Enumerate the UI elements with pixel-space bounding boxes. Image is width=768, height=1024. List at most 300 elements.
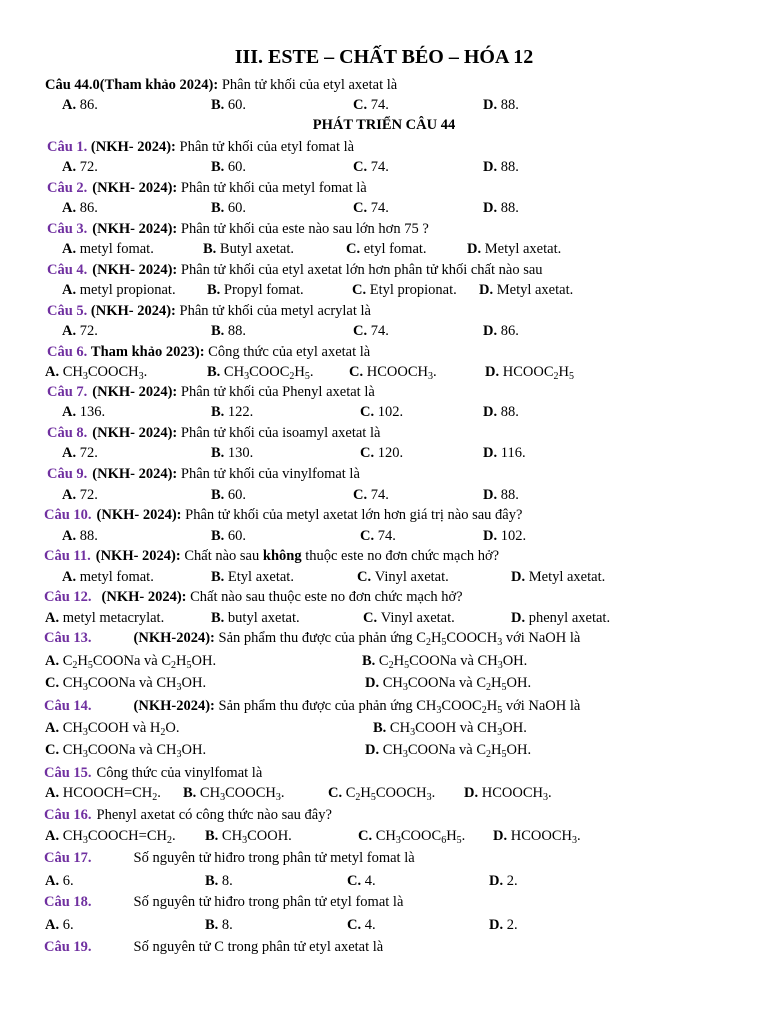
option-text: 60. [227, 528, 247, 544]
question-source: (NKH- 2024): [92, 180, 181, 196]
question-source: Tham khảo 2023): [90, 344, 209, 360]
option-letter: A. [45, 720, 63, 736]
option-letter: A. [62, 200, 80, 216]
option-a [45, 827, 176, 845]
option-text: 72. [79, 487, 98, 503]
option-b [205, 916, 233, 934]
option-text: 130. [227, 445, 254, 461]
option-d [489, 872, 518, 890]
option-letter: A. [45, 785, 63, 801]
question-number: Câu 1. [47, 139, 88, 155]
option-d [365, 741, 531, 759]
question-number: Câu 9. [47, 466, 88, 482]
option-d [467, 240, 561, 258]
option-text: 88. [500, 200, 519, 216]
option-letter: B. [211, 610, 228, 626]
option-d [483, 158, 519, 176]
question-number: Câu 16. [44, 807, 92, 823]
question-16 [44, 806, 332, 824]
option-letter: D. [483, 528, 501, 544]
option-c [45, 741, 206, 759]
option-letter: C. [353, 159, 371, 175]
option-text: 86. [79, 97, 98, 113]
option-text: 88. [227, 323, 247, 339]
option-text: 88. [500, 159, 519, 175]
option-d [464, 784, 552, 802]
option-letter: B. [205, 873, 222, 889]
question-number: Câu 6. [47, 344, 88, 360]
question-6 [47, 343, 370, 361]
option-a [62, 568, 154, 586]
option-text: 74. [370, 159, 389, 175]
question-text: Phân tử khối của Phenyl axetat là [180, 384, 375, 400]
option-letter: D. [467, 241, 485, 257]
option-letter: D. [483, 323, 501, 339]
option-text: $C_2H_5COONa$ và $C_2H_5OH$. [62, 653, 217, 671]
question-number: Câu 2. [47, 180, 88, 196]
option-a [62, 199, 98, 217]
option-letter: C. [360, 445, 378, 461]
option-text: $CH_3COOCH=CH_2$. [62, 828, 176, 846]
option-b [207, 363, 313, 381]
question-number: Câu 7. [47, 384, 88, 400]
option-letter: B. [211, 487, 228, 503]
option-c [360, 403, 403, 421]
option-a [45, 719, 180, 737]
question-number: Câu 4. [47, 262, 88, 278]
option-letter: B. [183, 785, 200, 801]
option-letter: B. [211, 200, 228, 216]
question-text: Chất nào sau thuộc este no đơn chức mạch hở? [190, 589, 463, 605]
question-text: Phân tử khối của metyl acrylat là [179, 303, 371, 319]
option-text: $HCOOCH_3$. [366, 364, 437, 382]
option-letter: C. [45, 742, 63, 758]
option-text: 88. [500, 487, 519, 503]
option-text: 86. [79, 200, 98, 216]
question-number: Câu 8. [47, 425, 88, 441]
option-letter: C. [353, 200, 371, 216]
option-letter: C. [346, 241, 364, 257]
option-c [353, 322, 389, 340]
option-letter: C. [357, 569, 375, 585]
option-b [211, 444, 253, 462]
question-source: (NKH- 2024): [92, 425, 181, 441]
question-number: Câu 44.0(Tham khảo 2024): [45, 77, 222, 93]
option-a [45, 652, 216, 670]
option-letter: A. [62, 159, 80, 175]
option-letter: C. [328, 785, 346, 801]
question-text: Phân tử khối của este nào sau lớn hơn 75 ? [180, 221, 429, 237]
question-number: Câu 5. [47, 303, 88, 319]
option-a [62, 96, 98, 114]
option-a [62, 444, 98, 462]
question-source: (NKH-2024): [133, 630, 219, 646]
option-text: 2. [506, 873, 518, 889]
option-text: 74. [370, 97, 389, 113]
option-text: 74. [370, 200, 389, 216]
option-letter: B. [211, 323, 228, 339]
option-b [211, 403, 253, 421]
option-a [45, 916, 74, 934]
option-b [211, 158, 246, 176]
option-c [328, 784, 435, 802]
question-text: Sản phẩm thu được của phản ứng $C_2H_5COOCH_3$ với NaOH là [218, 630, 581, 648]
option-letter: A. [45, 364, 63, 380]
option-text: 88. [500, 97, 519, 113]
option-d [483, 444, 526, 462]
option-letter: A. [62, 241, 80, 257]
question-source: (NKH- 2024): [90, 303, 180, 319]
question-number: Câu 14. [44, 698, 92, 714]
option-a [45, 609, 164, 627]
option-c [353, 158, 389, 176]
option-letter: D. [483, 159, 501, 175]
option-a [62, 403, 105, 421]
question-2 [47, 179, 367, 197]
question-number: Câu 15. [44, 765, 92, 781]
option-text: $CH_3COONa$ và $C_2H_5OH$. [382, 742, 532, 760]
option-text: 74. [377, 528, 396, 544]
option-text: 136. [79, 404, 106, 420]
option-text: 72. [79, 323, 98, 339]
option-text: $CH_3COOCH_3$. [199, 785, 285, 803]
option-c [346, 240, 427, 258]
option-text: $HCOOC_2H_5$ [502, 364, 574, 382]
question-44-0 [45, 76, 397, 94]
option-d [483, 403, 519, 421]
option-letter: D. [485, 364, 503, 380]
question-7 [47, 383, 375, 401]
option-text: 60. [227, 97, 247, 113]
option-letter: B. [211, 97, 228, 113]
question-text: Phân tử khối của etyl axetat lớn hơn phân tử khối chất nào sau [180, 262, 543, 278]
question-source: (NKH- 2024): [96, 507, 186, 523]
option-letter: A. [62, 97, 80, 113]
option-letter: B. [373, 720, 390, 736]
option-text: 86. [500, 323, 519, 339]
option-text: phenyl axetat. [528, 610, 611, 626]
option-letter: D. [489, 873, 507, 889]
option-b [211, 568, 294, 586]
option-a [45, 784, 161, 802]
question-13 [44, 629, 580, 647]
option-letter: A. [62, 404, 80, 420]
question-source: (NKH- 2024): [92, 221, 181, 237]
option-c [353, 486, 389, 504]
option-c [349, 363, 437, 381]
option-c [357, 568, 449, 586]
option-text: 60. [227, 159, 247, 175]
option-text: Etyl axetat. [227, 569, 294, 585]
option-text: $CH_3COOH$ và $CH_3OH$. [389, 720, 527, 738]
option-text: $HCOOCH=CH_2$. [62, 785, 161, 803]
option-text: Metyl axetat. [484, 241, 562, 257]
question-number: Câu 11. [44, 548, 91, 564]
option-text: 88. [500, 404, 519, 420]
question-number: Câu 10. [44, 507, 92, 523]
question-15 [44, 764, 262, 782]
option-c [353, 199, 389, 217]
option-text: 120. [377, 445, 404, 461]
question-number: Câu 19. [44, 939, 92, 955]
option-text: 122. [227, 404, 254, 420]
option-text: Butyl axetat. [219, 241, 295, 257]
question-source: (NKH- 2024): [101, 589, 191, 605]
option-text: Propyl fomat. [223, 282, 304, 298]
option-text: $CH_3COONa$ và $CH_3OH$. [62, 675, 207, 693]
option-letter: D. [511, 610, 529, 626]
option-text: Vinyl axetat. [374, 569, 449, 585]
option-letter: B. [205, 917, 222, 933]
option-letter: C. [360, 404, 378, 420]
question-11 [44, 547, 499, 565]
question-5 [47, 302, 371, 320]
option-letter: D. [483, 445, 501, 461]
option-letter: B. [203, 241, 220, 257]
option-letter: A. [62, 282, 80, 298]
option-text: 88. [79, 528, 98, 544]
option-a [62, 527, 98, 545]
option-b [211, 96, 246, 114]
option-letter: A. [45, 917, 63, 933]
option-text: $CH_3COONa$ và $C_2H_5OH$. [382, 675, 532, 693]
option-letter: B. [362, 653, 379, 669]
option-text: $C_2H_5COONa$ và $CH_3OH$. [378, 653, 528, 671]
option-letter: A. [45, 610, 63, 626]
option-text: metyl propionat. [79, 282, 176, 298]
option-text: 74. [370, 323, 389, 339]
option-d [365, 674, 531, 692]
option-text: 60. [227, 487, 247, 503]
option-text: 74. [370, 487, 389, 503]
option-letter: D. [483, 404, 501, 420]
question-text: Số nguyên tử hiđro trong phân tử etyl fomat là [133, 894, 404, 910]
question-source: (NKH- 2024): [95, 548, 185, 564]
option-a [45, 872, 74, 890]
option-c [45, 674, 206, 692]
option-letter: D. [483, 200, 501, 216]
option-letter: C. [353, 487, 371, 503]
option-text: 60. [227, 200, 247, 216]
option-letter: A. [45, 653, 63, 669]
option-d [483, 486, 519, 504]
question-14 [44, 697, 580, 715]
option-b [362, 652, 527, 670]
page-title: III. ESTE – CHẤT BÉO – HÓA 12 [234, 46, 534, 68]
question-1 [47, 138, 354, 156]
option-text: metyl fomat. [79, 241, 154, 257]
option-text: $CH_3COOC_2H_5$. [223, 364, 314, 382]
option-b [207, 281, 304, 299]
option-b [205, 872, 233, 890]
option-c [360, 444, 403, 462]
option-letter: D. [479, 282, 497, 298]
question-text: Số nguyên tử hiđro trong phân tử metyl fomat là [133, 850, 415, 866]
option-text: Vinyl axetat. [380, 610, 455, 626]
option-a [62, 281, 176, 299]
question-text: Công thức của etyl axetat là [208, 344, 371, 360]
option-letter: A. [62, 445, 80, 461]
option-letter: A. [62, 528, 80, 544]
option-b [211, 527, 246, 545]
option-letter: B. [211, 404, 228, 420]
question-text: Phân tử khối của metyl axetat lớn hơn giá trị nào sau đây? [185, 507, 523, 523]
option-letter: D. [483, 487, 501, 503]
question-number: Câu 17. [44, 850, 92, 866]
option-letter: C. [360, 528, 378, 544]
option-text: metyl fomat. [79, 569, 154, 585]
option-text: 116. [500, 445, 526, 461]
option-letter: C. [353, 97, 371, 113]
option-letter: D. [489, 917, 507, 933]
question-source: (NKH-2024): [133, 698, 219, 714]
option-d [483, 322, 519, 340]
question-12 [44, 588, 463, 606]
option-text: $C_2H_5COOCH_3$. [345, 785, 436, 803]
option-text: $CH_3COOC_6H_5$. [375, 828, 466, 846]
option-d [493, 827, 581, 845]
option-letter: C. [363, 610, 381, 626]
option-letter: B. [211, 569, 228, 585]
question-number: Câu 13. [44, 630, 92, 646]
option-c [360, 527, 396, 545]
question-number: Câu 18. [44, 894, 92, 910]
option-b [203, 240, 294, 258]
option-text: 8. [221, 917, 233, 933]
question-text: Sản phẩm thu được của phản ứng $CH_3COOC_2H_5$ với NaOH là [218, 698, 581, 716]
option-text: 8. [221, 873, 233, 889]
option-c [363, 609, 455, 627]
option-letter: A. [62, 323, 80, 339]
question-8 [47, 424, 380, 442]
question-text: Phenyl axetat có công thức nào sau đây? [96, 807, 332, 823]
option-text: 6. [62, 917, 74, 933]
option-letter: D. [483, 97, 501, 113]
option-text: 102. [377, 404, 404, 420]
question-9 [47, 465, 360, 483]
question-source: (NKH- 2024): [92, 384, 181, 400]
option-letter: C. [349, 364, 367, 380]
option-text: $CH_3COOH$. [221, 828, 292, 846]
option-b [211, 322, 246, 340]
question-text: Chất nào sau không thuộc este no đơn chức mạch hở? [184, 548, 500, 564]
question-text: Phân tử khối của etyl fomat là [179, 139, 355, 155]
option-a [62, 486, 98, 504]
question-number: Câu 12. [44, 589, 92, 605]
option-a [62, 240, 154, 258]
option-text: 102. [500, 528, 527, 544]
option-text: 4. [364, 873, 376, 889]
option-text: Metyl axetat. [496, 282, 574, 298]
option-c [347, 872, 376, 890]
option-a [62, 158, 98, 176]
option-c [358, 827, 465, 845]
option-letter: D. [365, 675, 383, 691]
option-letter: B. [205, 828, 222, 844]
option-text: $CH_3COOH$ và $H_2O$. [62, 720, 180, 738]
question-3 [47, 220, 429, 238]
option-text: 2. [506, 917, 518, 933]
option-letter: D. [365, 742, 383, 758]
option-letter: D. [464, 785, 482, 801]
question-text: Phân tử khối của metyl fomat là [180, 180, 367, 196]
option-d [511, 609, 610, 627]
option-letter: A. [45, 873, 63, 889]
option-letter: A. [62, 487, 80, 503]
option-letter: C. [353, 323, 371, 339]
option-letter: C. [347, 873, 365, 889]
question-text: Phân tử khối của isoamyl axetat là [180, 425, 381, 441]
option-letter: B. [211, 159, 228, 175]
question-source: (NKH- 2024): [90, 139, 180, 155]
option-letter: A. [45, 828, 63, 844]
option-text: 6. [62, 873, 74, 889]
option-text: 72. [79, 159, 98, 175]
question-text: Số nguyên tử C trong phân tử etyl axetat là [133, 939, 384, 955]
option-a [62, 322, 98, 340]
option-b [205, 827, 292, 845]
option-b [211, 199, 246, 217]
section-subtitle: PHÁT TRIỂN CÂU 44 [312, 117, 456, 133]
option-d [483, 199, 519, 217]
question-18 [44, 893, 403, 911]
option-text: $HCOOCH_3$. [481, 785, 552, 803]
option-letter: B. [211, 445, 228, 461]
option-letter: C. [347, 917, 365, 933]
option-d [485, 363, 574, 381]
option-d [479, 281, 573, 299]
question-source: (NKH- 2024): [92, 466, 181, 482]
option-text: etyl fomat. [363, 241, 427, 257]
option-letter: B. [207, 282, 224, 298]
question-text: Công thức của vinylfomat là [96, 765, 263, 781]
question-source: (NKH- 2024): [92, 262, 181, 278]
option-d [511, 568, 605, 586]
option-text: 72. [79, 445, 98, 461]
option-d [489, 916, 518, 934]
question-10 [44, 506, 522, 524]
option-letter: A. [62, 569, 80, 585]
option-c [347, 916, 376, 934]
question-17 [44, 849, 415, 867]
question-text: Phân tử khối của etyl axetat là [221, 77, 398, 93]
option-text: butyl axetat. [227, 610, 300, 626]
option-b [183, 784, 284, 802]
option-text: 4. [364, 917, 376, 933]
option-letter: D. [493, 828, 511, 844]
question-text: Phân tử khối của vinylfomat là [180, 466, 360, 482]
option-text: Etyl propionat. [369, 282, 457, 298]
option-letter: D. [511, 569, 529, 585]
option-text: metyl metacrylat. [62, 610, 165, 626]
option-a [45, 363, 147, 381]
option-text: $CH_3COONa$ và $CH_3OH$. [62, 742, 207, 760]
option-letter: C. [358, 828, 376, 844]
option-text: $CH_3COOCH_3$. [62, 364, 148, 382]
option-c [353, 96, 389, 114]
option-letter: B. [211, 528, 228, 544]
option-d [483, 527, 526, 545]
question-4 [47, 261, 543, 279]
option-c [352, 281, 457, 299]
option-text: Metyl axetat. [528, 569, 606, 585]
option-text: $HCOOCH_3$. [510, 828, 581, 846]
question-number: Câu 3. [47, 221, 88, 237]
option-d [483, 96, 519, 114]
option-b [211, 486, 246, 504]
option-letter: B. [207, 364, 224, 380]
option-letter: C. [45, 675, 63, 691]
